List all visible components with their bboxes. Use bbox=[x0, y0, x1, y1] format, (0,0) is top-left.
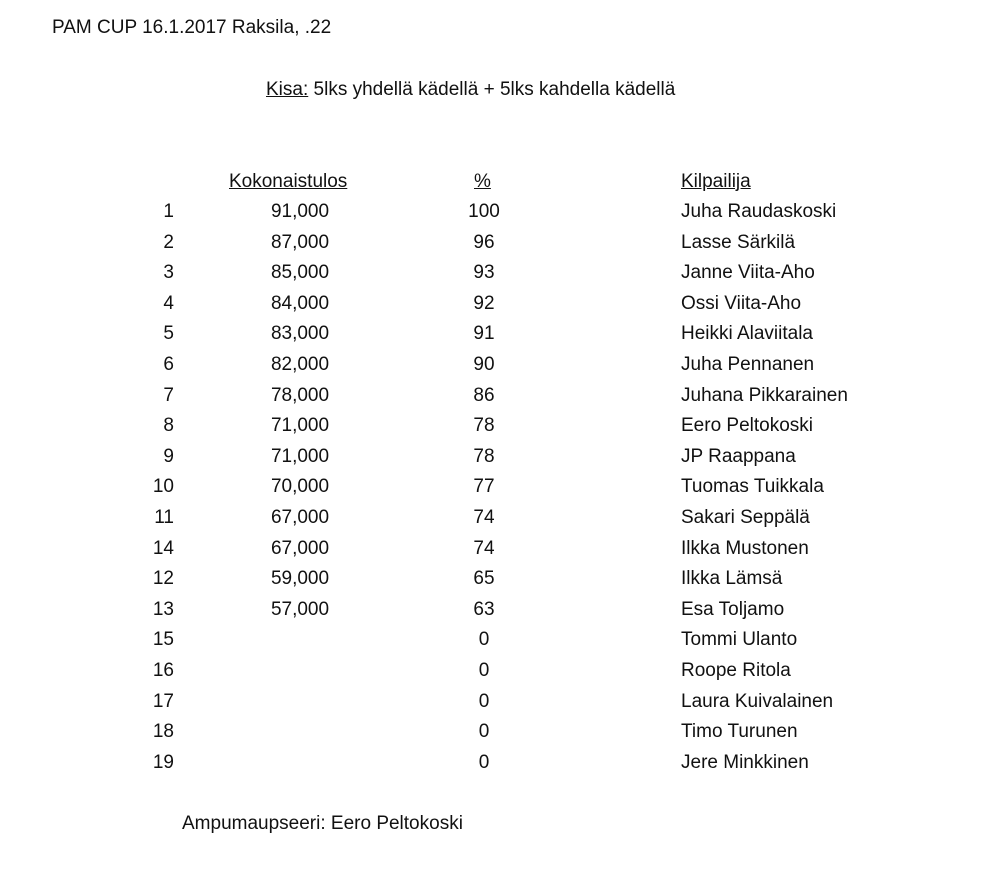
competitor-cell: Timo Turunen bbox=[681, 721, 798, 743]
competition-label: Kisa: bbox=[266, 79, 309, 100]
competition-line bbox=[266, 78, 675, 102]
total-cell: 67,000 bbox=[270, 506, 330, 528]
table-row bbox=[0, 659, 984, 690]
competitor-cell: Tommi Ulanto bbox=[681, 629, 798, 651]
total-cell: 59,000 bbox=[270, 568, 330, 590]
percent-cell: 78 bbox=[473, 415, 495, 437]
table-row bbox=[0, 292, 984, 323]
percent-cell: 90 bbox=[473, 353, 495, 375]
percent-cell: 0 bbox=[478, 659, 490, 681]
table-row bbox=[0, 567, 984, 598]
table-row bbox=[0, 353, 984, 384]
competitor-cell: Roope Ritola bbox=[681, 659, 791, 681]
rank-cell: 3 bbox=[163, 262, 174, 284]
table-row bbox=[0, 384, 984, 415]
table-row bbox=[0, 506, 984, 537]
competitor-cell: Juha Pennanen bbox=[681, 353, 815, 375]
competitor-cell: Eero Peltokoski bbox=[681, 415, 814, 437]
total-cell: 78,000 bbox=[270, 384, 330, 406]
column-header-total: Kokonaistulos bbox=[229, 171, 348, 192]
rank-cell: 1 bbox=[163, 201, 174, 222]
rank-cell: 10 bbox=[152, 476, 174, 498]
rank-cell: 6 bbox=[163, 353, 174, 375]
percent-cell: 0 bbox=[478, 721, 490, 743]
table-row bbox=[0, 414, 984, 445]
total-cell: 83,000 bbox=[270, 323, 330, 345]
competition-description: 5lks yhdellä kädellä + 5lks kahdella kädellä bbox=[308, 79, 676, 100]
percent-cell: 78 bbox=[473, 445, 495, 467]
table-row bbox=[0, 751, 984, 782]
rank-cell: 13 bbox=[152, 598, 174, 620]
table-row bbox=[0, 598, 984, 629]
total-cell: 57,000 bbox=[270, 598, 330, 620]
rank-cell: 16 bbox=[152, 659, 174, 681]
total-cell: 84,000 bbox=[270, 292, 330, 314]
percent-cell: 96 bbox=[473, 231, 495, 253]
total-cell: 85,000 bbox=[270, 262, 330, 284]
rank-cell: 2 bbox=[163, 231, 174, 253]
document-title: PAM CUP 16.1.2017 Raksila, .22 bbox=[52, 17, 332, 38]
competitor-cell: Ilkka Lämsä bbox=[681, 568, 783, 590]
percent-cell: 0 bbox=[478, 751, 490, 773]
percent-cell: 63 bbox=[473, 598, 495, 620]
total-cell: 71,000 bbox=[270, 415, 330, 437]
table-row bbox=[0, 720, 984, 751]
total-cell: 71,000 bbox=[270, 445, 330, 467]
column-header-percent: % bbox=[474, 171, 491, 192]
table-row bbox=[0, 537, 984, 568]
percent-cell: 100 bbox=[468, 201, 500, 222]
competitor-cell: Juhana Pikkarainen bbox=[681, 384, 848, 406]
rank-cell: 9 bbox=[163, 445, 174, 467]
rank-cell: 11 bbox=[154, 506, 174, 528]
competitor-cell: Esa Toljamo bbox=[681, 598, 785, 620]
table-row bbox=[0, 628, 984, 659]
percent-cell: 86 bbox=[473, 384, 495, 406]
table-row bbox=[0, 261, 984, 292]
competitor-cell: Heikki Alaviitala bbox=[681, 323, 813, 345]
competitor-cell: Jere Minkkinen bbox=[681, 751, 809, 773]
total-cell: 82,000 bbox=[270, 353, 330, 375]
percent-cell: 91 bbox=[473, 323, 495, 345]
percent-cell: 77 bbox=[473, 476, 495, 498]
competitor-cell: Ossi Viita-Aho bbox=[681, 292, 802, 314]
table-row bbox=[0, 231, 984, 262]
total-cell: 91,000 bbox=[270, 201, 330, 222]
competitor-cell: Juha Raudaskoski bbox=[681, 201, 837, 222]
rank-cell: 7 bbox=[163, 384, 174, 406]
competitor-cell: Ilkka Mustonen bbox=[681, 537, 809, 559]
rank-cell: 8 bbox=[163, 415, 174, 437]
rank-cell: 12 bbox=[152, 568, 174, 590]
percent-cell: 74 bbox=[473, 506, 495, 528]
percent-cell: 93 bbox=[473, 262, 495, 284]
total-cell: 70,000 bbox=[270, 476, 330, 498]
percent-cell: 0 bbox=[478, 629, 490, 651]
rank-cell: 18 bbox=[152, 721, 174, 743]
rank-cell: 19 bbox=[152, 751, 174, 773]
rank-cell: 17 bbox=[152, 690, 174, 712]
competitor-cell: Laura Kuivalainen bbox=[681, 690, 834, 712]
competitor-cell: Lasse Särkilä bbox=[681, 231, 796, 253]
table-row bbox=[0, 200, 984, 231]
table-row bbox=[0, 322, 984, 353]
competitor-cell: Sakari Seppälä bbox=[681, 506, 810, 528]
percent-cell: 65 bbox=[473, 568, 495, 590]
competitor-cell: JP Raappana bbox=[681, 445, 796, 467]
percent-cell: 0 bbox=[478, 690, 490, 712]
range-officer: Ampumaupseeri: Eero Peltokoski bbox=[182, 813, 463, 834]
percent-cell: 92 bbox=[473, 292, 495, 314]
total-cell: 67,000 bbox=[270, 537, 330, 559]
rank-cell: 15 bbox=[152, 629, 174, 651]
rank-cell: 4 bbox=[163, 292, 174, 314]
competitor-cell: Tuomas Tuikkala bbox=[681, 476, 824, 498]
table-row bbox=[0, 690, 984, 721]
rank-cell: 5 bbox=[163, 323, 174, 345]
results-table bbox=[0, 200, 984, 781]
percent-cell: 74 bbox=[473, 537, 495, 559]
rank-cell: 14 bbox=[152, 537, 174, 559]
table-row bbox=[0, 445, 984, 476]
column-header-competitor: Kilpailija bbox=[681, 171, 751, 192]
competitor-cell: Janne Viita-Aho bbox=[681, 262, 815, 284]
table-row bbox=[0, 475, 984, 506]
total-cell: 87,000 bbox=[270, 231, 330, 253]
